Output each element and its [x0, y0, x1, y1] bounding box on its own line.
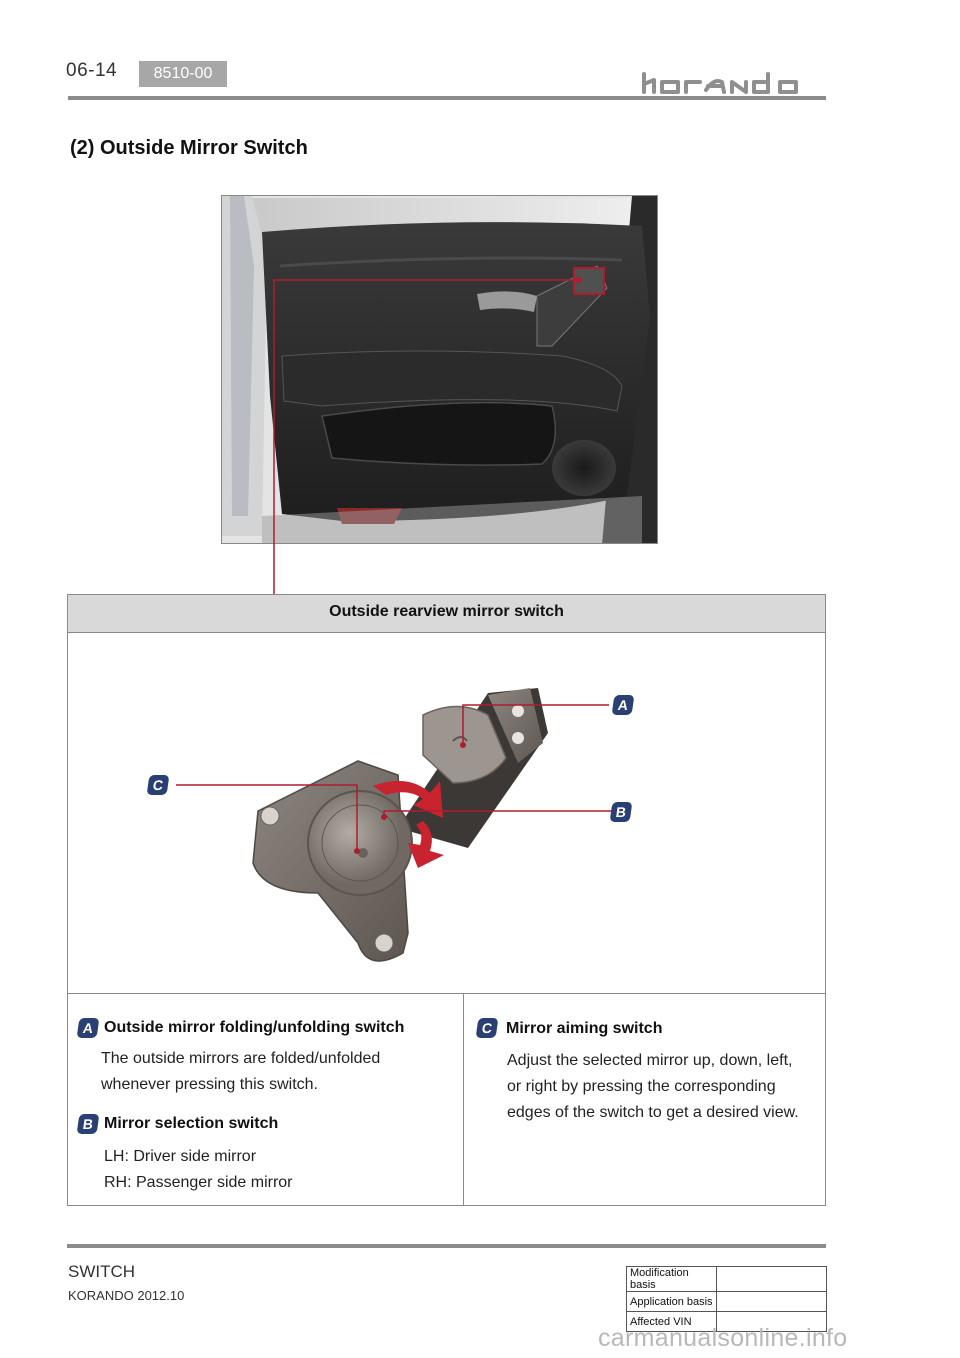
section-code-badge: 8510-00	[139, 61, 227, 87]
page-number: 06-14	[66, 60, 118, 81]
info-value	[717, 1292, 827, 1312]
item-c-body	[507, 1048, 799, 1126]
item-a-body-line: whenever pressing this switch.	[101, 1076, 318, 1093]
watermark: carmanualsonline.info	[598, 1324, 848, 1352]
info-row	[627, 1292, 827, 1312]
footer-model-date: KORANDO 2012.10	[68, 1288, 185, 1303]
info-value	[717, 1267, 827, 1292]
item-a-body-line: The outside mirrors are folded/unfolded	[101, 1050, 381, 1067]
item-c-title: Mirror aiming switch	[506, 1020, 663, 1037]
table-header: Outside rearview mirror switch	[68, 595, 825, 633]
revision-info-table	[626, 1266, 827, 1332]
callout-b-marker: B	[610, 802, 633, 822]
item-b-marker: B	[77, 1114, 100, 1134]
info-label: Application basis	[627, 1292, 717, 1312]
footer-section-name: SWITCH	[68, 1262, 136, 1281]
item-a-marker: A	[77, 1018, 100, 1038]
item-c-marker: C	[476, 1018, 499, 1038]
item-c-body-line: or right by pressing the corresponding	[507, 1078, 776, 1095]
callout-c-marker: C	[147, 775, 170, 795]
item-b-body	[104, 1144, 293, 1196]
item-c-body-line: edges of the switch to get a desired view.	[507, 1104, 799, 1121]
item-c-body-line: Adjust the selected mirror up, down, left,	[507, 1052, 793, 1069]
info-label: Modification basis	[627, 1267, 717, 1292]
info-label: Affected VIN	[627, 1312, 717, 1332]
info-row	[627, 1267, 827, 1292]
callout-a-marker: A	[612, 695, 635, 715]
footer-rule	[67, 1244, 826, 1248]
item-a-body	[101, 1046, 380, 1098]
item-b-body-line: RH: Passenger side mirror	[104, 1174, 293, 1191]
brand-text: korando	[820, 90, 824, 91]
item-b-body-line: LH: Driver side mirror	[104, 1148, 257, 1165]
section-title: (2) Outside Mirror Switch	[70, 137, 308, 159]
item-a-title: Outside mirror folding/unfolding switch	[104, 1019, 405, 1036]
mirror-switch-table	[67, 594, 826, 1206]
mirror-switch-illustration	[68, 633, 825, 993]
item-b-title: Mirror selection switch	[104, 1115, 279, 1132]
table-row-divider	[68, 993, 825, 994]
door-callout-line	[0, 0, 960, 600]
table-column-divider	[463, 994, 464, 1205]
